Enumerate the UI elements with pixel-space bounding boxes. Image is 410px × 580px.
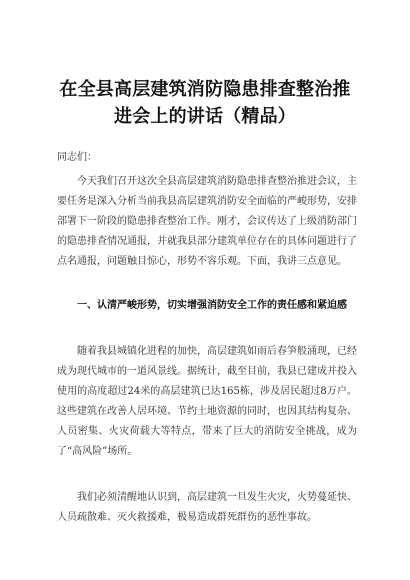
paragraph-risk: 我们必须清醒地认识到，高层建筑一旦发生火灾，火势蔓延快、人员疏散难、灭火救援难，极易造成群死群伤的恶性事故。	[57, 492, 357, 523]
salutation: 同志们：	[57, 152, 97, 163]
title-line-2: 进会上的讲话（精品）	[114, 106, 296, 127]
paragraph-intro: 今天我们召开这次全县高层建筑消防隐患排查整治推进会议，主要任务是深入分析当前我县高层建筑消防安全面临的严峻形势，安排部署下一阶段的隐患排查整治工作。刚才，会议传达了上级消防部门的隐患排查情况通报，并就我县部分建筑单位存在的具体问题进行了点名通报，问题触目惊心，形势不容乐观。下面，我讲三点意见。	[57, 176, 357, 267]
paragraph-statistics: 随着我县城镇化进程的加快，高层建筑如雨后春笋般涌现，已经成为现代城市的一道风景线。据统计，截至目前，我县已建成并投入使用的高度超过24米的高层建筑已达165栋，涉及居民超过8万户。这些建筑在改善人居环境、节约土地资源的同时，也因其结构复杂、人员密集、火灾荷载大等特点，带来了巨大的消防安全挑战，成为了“高风险”场所。	[57, 346, 357, 457]
section-heading-1: 一、认清严峻形势，切实增强消防安全工作的责任感和紧迫感	[77, 300, 347, 311]
document-title	[40, 76, 370, 130]
title-line-1: 在全县高层建筑消防隐患排查整治推	[59, 79, 351, 100]
